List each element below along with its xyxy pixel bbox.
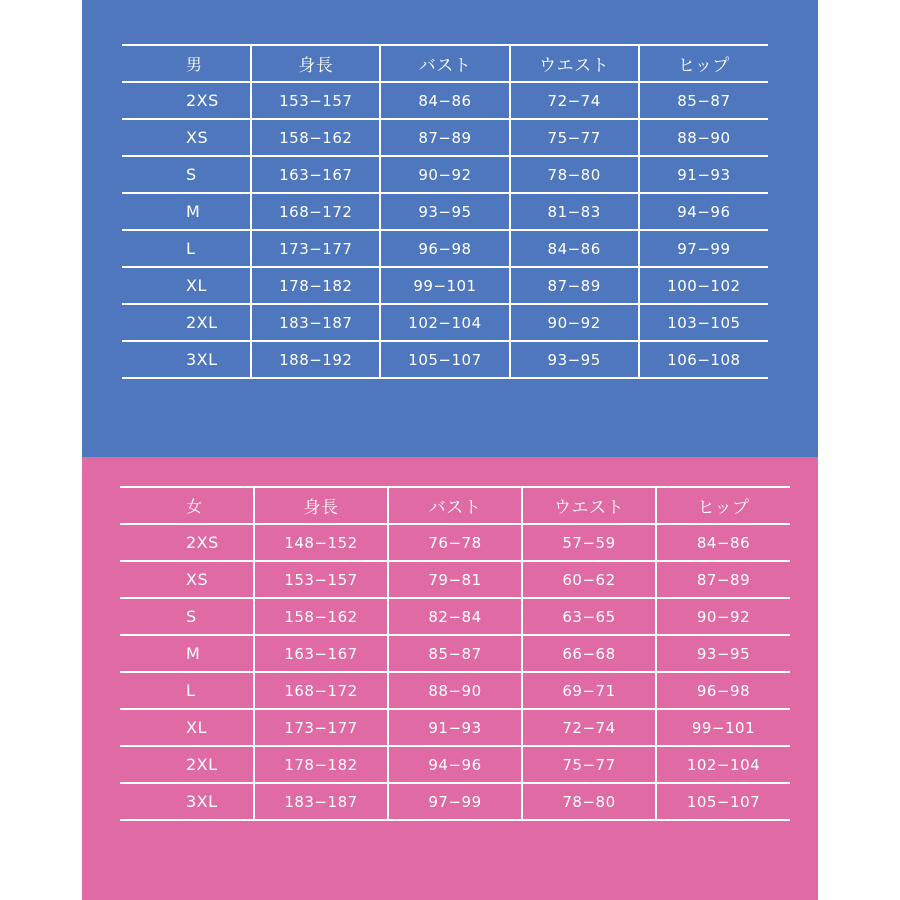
hip-cell: 99−101 (656, 709, 790, 746)
size-label: S (122, 156, 251, 193)
waist-cell: 81−83 (510, 193, 639, 230)
table-row (120, 598, 790, 635)
bust-cell: 85−87 (388, 635, 522, 672)
table-header-row (120, 487, 790, 524)
hip-cell: 96−98 (656, 672, 790, 709)
size-label: 2XS (120, 524, 254, 561)
waist-cell: 60−62 (522, 561, 656, 598)
header-hip: ヒップ (639, 45, 768, 82)
bust-cell: 82−84 (388, 598, 522, 635)
waist-cell: 75−77 (510, 119, 639, 156)
height-cell: 168−172 (251, 193, 380, 230)
bust-cell: 90−92 (380, 156, 509, 193)
size-label: M (122, 193, 251, 230)
waist-cell: 84−86 (510, 230, 639, 267)
bust-cell: 88−90 (388, 672, 522, 709)
waist-cell: 63−65 (522, 598, 656, 635)
table-row (120, 746, 790, 783)
size-label: XL (120, 709, 254, 746)
height-cell: 183−187 (251, 304, 380, 341)
height-cell: 158−162 (251, 119, 380, 156)
header-hip: ヒップ (656, 487, 790, 524)
size-label: S (120, 598, 254, 635)
height-cell: 163−167 (254, 635, 388, 672)
height-cell: 158−162 (254, 598, 388, 635)
waist-cell: 72−74 (510, 82, 639, 119)
bust-cell: 94−96 (388, 746, 522, 783)
hip-cell: 87−89 (656, 561, 790, 598)
height-cell: 153−157 (251, 82, 380, 119)
table-row (120, 561, 790, 598)
height-cell: 148−152 (254, 524, 388, 561)
table-row (122, 82, 768, 119)
hip-cell: 100−102 (639, 267, 768, 304)
size-label: XL (122, 267, 251, 304)
waist-cell: 93−95 (510, 341, 639, 378)
table-header-row (122, 45, 768, 82)
height-cell: 173−177 (254, 709, 388, 746)
table-row (122, 230, 768, 267)
bust-cell: 99−101 (380, 267, 509, 304)
waist-cell: 75−77 (522, 746, 656, 783)
size-label: 3XL (122, 341, 251, 378)
hip-cell: 106−108 (639, 341, 768, 378)
bust-cell: 96−98 (380, 230, 509, 267)
height-cell: 168−172 (254, 672, 388, 709)
header-gender: 男 (122, 45, 251, 82)
mens-size-panel (82, 0, 818, 457)
size-label: 2XS (122, 82, 251, 119)
header-height: 身長 (254, 487, 388, 524)
waist-cell: 78−80 (510, 156, 639, 193)
hip-cell: 90−92 (656, 598, 790, 635)
table-row (120, 524, 790, 561)
bust-cell: 102−104 (380, 304, 509, 341)
hip-cell: 91−93 (639, 156, 768, 193)
bust-cell: 91−93 (388, 709, 522, 746)
mens-size-table (122, 44, 768, 379)
table-row (122, 341, 768, 378)
hip-cell: 103−105 (639, 304, 768, 341)
hip-cell: 105−107 (656, 783, 790, 820)
table-row (122, 193, 768, 230)
table-row (120, 672, 790, 709)
waist-cell: 66−68 (522, 635, 656, 672)
size-label: 3XL (120, 783, 254, 820)
table-row (120, 783, 790, 820)
table-row (120, 709, 790, 746)
height-cell: 163−167 (251, 156, 380, 193)
bust-cell: 105−107 (380, 341, 509, 378)
hip-cell: 85−87 (639, 82, 768, 119)
height-cell: 183−187 (254, 783, 388, 820)
header-waist: ウエスト (510, 45, 639, 82)
hip-cell: 102−104 (656, 746, 790, 783)
table-row (122, 156, 768, 193)
womens-size-panel (82, 457, 818, 900)
header-bust: バスト (380, 45, 509, 82)
size-label: 2XL (120, 746, 254, 783)
waist-cell: 87−89 (510, 267, 639, 304)
table-row (122, 267, 768, 304)
waist-cell: 57−59 (522, 524, 656, 561)
bust-cell: 76−78 (388, 524, 522, 561)
waist-cell: 69−71 (522, 672, 656, 709)
hip-cell: 84−86 (656, 524, 790, 561)
bust-cell: 84−86 (380, 82, 509, 119)
size-label: M (120, 635, 254, 672)
height-cell: 178−182 (251, 267, 380, 304)
height-cell: 188−192 (251, 341, 380, 378)
bust-cell: 87−89 (380, 119, 509, 156)
size-label: 2XL (122, 304, 251, 341)
header-waist: ウエスト (522, 487, 656, 524)
bust-cell: 97−99 (388, 783, 522, 820)
height-cell: 178−182 (254, 746, 388, 783)
table-row (122, 304, 768, 341)
waist-cell: 72−74 (522, 709, 656, 746)
height-cell: 153−157 (254, 561, 388, 598)
size-label: XS (120, 561, 254, 598)
table-row (120, 635, 790, 672)
size-label: XS (122, 119, 251, 156)
size-label: L (122, 230, 251, 267)
size-label: L (120, 672, 254, 709)
waist-cell: 78−80 (522, 783, 656, 820)
bust-cell: 93−95 (380, 193, 509, 230)
table-row (122, 119, 768, 156)
hip-cell: 93−95 (656, 635, 790, 672)
bust-cell: 79−81 (388, 561, 522, 598)
header-height: 身長 (251, 45, 380, 82)
header-bust: バスト (388, 487, 522, 524)
hip-cell: 94−96 (639, 193, 768, 230)
womens-size-table (120, 486, 790, 821)
hip-cell: 97−99 (639, 230, 768, 267)
waist-cell: 90−92 (510, 304, 639, 341)
height-cell: 173−177 (251, 230, 380, 267)
header-gender: 女 (120, 487, 254, 524)
hip-cell: 88−90 (639, 119, 768, 156)
